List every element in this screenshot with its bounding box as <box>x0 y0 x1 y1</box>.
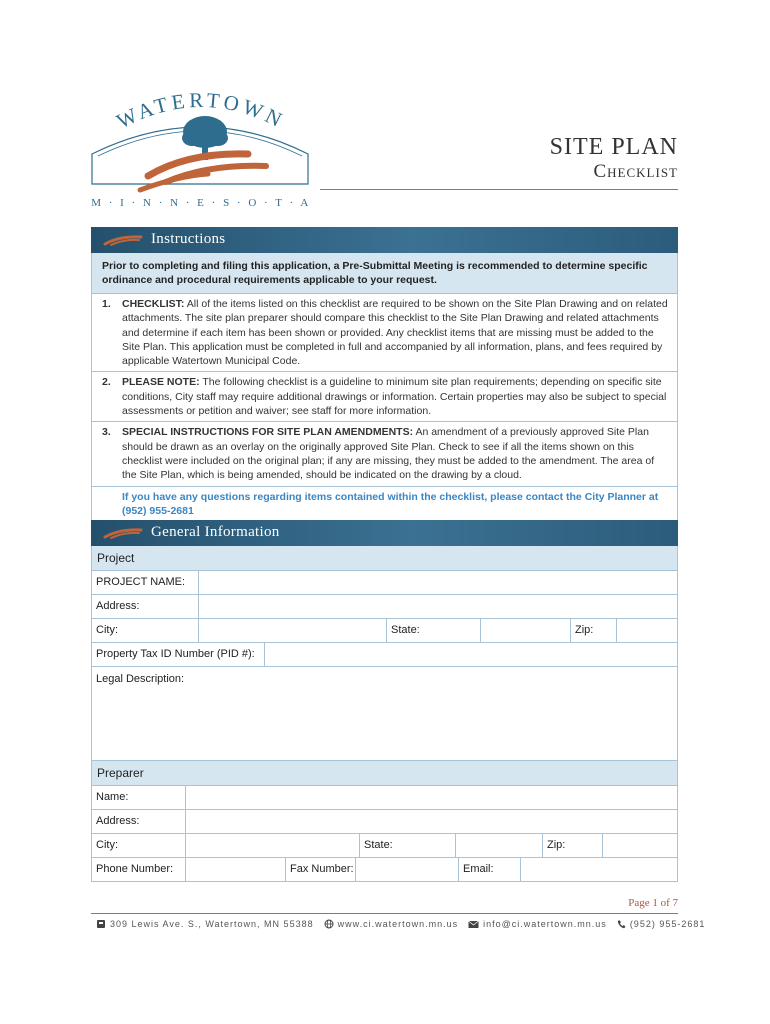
footer-website[interactable] <box>324 919 459 929</box>
footer-address <box>96 919 314 929</box>
form-row <box>92 786 677 810</box>
form-row <box>92 643 677 667</box>
pid-field[interactable] <box>264 643 677 666</box>
form-row <box>92 834 677 858</box>
project-address-field[interactable] <box>198 595 677 618</box>
title-line-1: SITE PLAN <box>549 134 678 160</box>
form-row <box>92 595 677 619</box>
footer-phone <box>617 919 706 929</box>
project-zip-label: Zip: <box>570 619 616 642</box>
project-name-field[interactable] <box>198 571 677 594</box>
legal-description-field[interactable] <box>92 667 677 761</box>
legal-description-label: Legal Description: <box>96 673 185 685</box>
footer-address-text: 309 Lewis Ave. S., Watertown, MN 55388 <box>110 919 314 929</box>
item-text: All of the items listed on this checklist are required to be shown on the Site Plan Drawing and on related attachments. The site plan preparer should compare this checklist to the Site Plan Drawing and related attachments and determine if each item has been shown or provided. Any checklist items that are missing must be added to the Site Plan. This application must be completed in full and accompanied by all information, plans, and fees required by applicable Watertown Municipal Code. <box>122 298 668 368</box>
item-text: An amendment of a previously approved Site Plan should be drawn as an overlay on the originally approved Site Plan. Check to see if all the items shown on this checklist were included on the original plan; if any are missing, they must be added to the amendment. The area of the Site Plan, which is being amended, should be indicated on the drawing by a cloud. <box>122 426 655 482</box>
instruction-item <box>92 372 677 422</box>
phone-icon <box>617 919 626 929</box>
form-row <box>92 810 677 834</box>
footer-phone-text: (952) 955-2681 <box>629 919 706 929</box>
preparer-name-label: Name: <box>96 791 129 803</box>
logo-wordmark: WATERTOWN <box>112 92 290 134</box>
brush-swoosh-icon <box>103 234 143 246</box>
footer-email[interactable] <box>468 919 607 929</box>
fax-field[interactable] <box>355 858 458 881</box>
instructions-intro: Prior to completing and filing this application, a Pre-Submittal Meeting is recommended to determine specific ordinance and procedural requirements applicable to your request. <box>92 253 677 294</box>
project-zip-field[interactable] <box>616 619 677 642</box>
general-info-form <box>91 546 678 882</box>
preparer-city-label: City: <box>96 839 118 851</box>
preparer-city-field[interactable] <box>185 834 359 857</box>
watertown-logo <box>88 92 314 210</box>
footer <box>96 919 715 929</box>
preparer-zip-field[interactable] <box>602 834 677 857</box>
instructions-panel <box>91 227 678 523</box>
general-info-heading: General Information <box>151 524 280 540</box>
footer-email-text[interactable]: info@ci.watertown.mn.us <box>483 919 607 929</box>
preparer-address-field[interactable] <box>185 810 677 833</box>
form-row <box>92 858 677 881</box>
title-divider <box>320 189 678 190</box>
item-lead: SPECIAL INSTRUCTIONS FOR SITE PLAN AMENDMENTS: <box>122 426 414 439</box>
item-text: The following checklist is a guideline to minimum site plan requirements; depending on specific site conditions, City staff may require additional drawings or information. Certain properties may also be subject to special assessments or petition and waiver; see staff for more information. <box>122 376 667 418</box>
preparer-state-label: State: <box>359 834 455 857</box>
item-lead: PLEASE NOTE: <box>122 376 200 389</box>
general-info-panel <box>91 520 678 882</box>
project-name-label: PROJECT NAME: <box>96 576 186 588</box>
project-heading: Project <box>92 546 677 571</box>
preparer-zip-label: Zip: <box>542 834 602 857</box>
title-line-2: Checklist <box>593 161 678 182</box>
item-number: 2. <box>102 376 111 389</box>
form-row <box>92 571 677 595</box>
item-number: 1. <box>102 298 111 310</box>
general-info-header <box>91 520 678 546</box>
preparer-state-field[interactable] <box>455 834 542 857</box>
footer-website-text[interactable]: www.ci.watertown.mn.us <box>337 919 459 929</box>
globe-icon <box>324 919 334 929</box>
instruction-item <box>92 422 677 486</box>
brush-swoosh-icon <box>103 527 143 539</box>
project-city-field[interactable] <box>198 619 386 642</box>
envelope-icon <box>468 920 479 929</box>
watertown-logo-graphic <box>88 92 314 210</box>
fax-label: Fax Number: <box>285 858 355 881</box>
instruction-item <box>92 294 677 372</box>
item-number: 3. <box>102 426 111 439</box>
document-title <box>550 134 678 184</box>
form-row <box>92 619 677 643</box>
preparer-name-field[interactable] <box>185 786 677 809</box>
project-city-label: City: <box>96 624 118 636</box>
project-state-label: State: <box>386 619 480 642</box>
preparer-heading: Preparer <box>92 761 677 786</box>
item-lead: CHECKLIST: <box>122 298 185 310</box>
phone-label: Phone Number: <box>96 863 174 875</box>
pid-label: Property Tax ID Number (PID #): <box>96 648 255 660</box>
mailbox-icon <box>96 919 106 929</box>
instructions-heading: Instructions <box>151 231 226 247</box>
project-address-label: Address: <box>96 600 140 612</box>
email-field[interactable] <box>520 858 677 881</box>
phone-field[interactable] <box>185 858 285 881</box>
email-label: Email: <box>458 858 520 881</box>
contact-note: If you have any questions regarding items contained within the checklist, please contact the City Planner at (952) 955-2681 <box>122 490 659 517</box>
project-state-field[interactable] <box>480 619 570 642</box>
footer-divider <box>91 913 678 914</box>
logo-state: M · I · N · N · E · S · O · T · A <box>91 197 311 209</box>
instructions-body <box>91 253 678 523</box>
preparer-address-label: Address: <box>96 815 140 827</box>
instructions-header <box>91 227 678 253</box>
page-number: Page 1 of 7 <box>628 897 678 909</box>
